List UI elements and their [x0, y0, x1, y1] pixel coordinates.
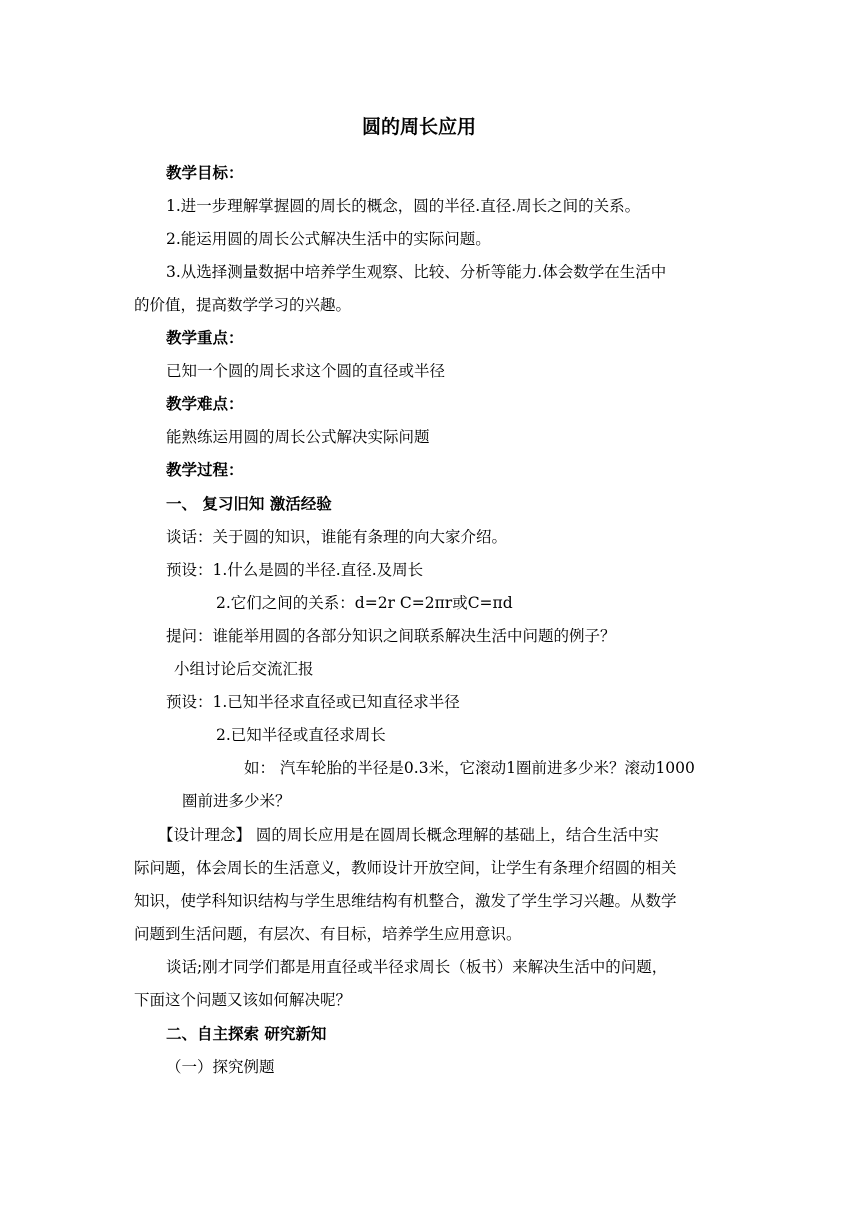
goal-1: 1.进一步理解掌握圆的周长的概念，圆的半径.直径.周长之间的关系。 [166, 197, 641, 215]
process-heading: 教学过程： [166, 461, 244, 479]
goal-2: 2.能运用圆的周长公式解决生活中的实际问题。 [166, 230, 491, 248]
design-concept-line-1: 【设计理念】 圆的周长应用是在圆周长概念理解的基础上，结合生活中实 [158, 826, 659, 844]
talk-2-line-2: 下面这个问题又该如何解决呢？ [134, 991, 352, 1009]
goal-3-line-1: 3.从选择测量数据中培养学生观察、比较、分析等能力.体会数学在生活中 [166, 263, 667, 281]
document-title: 圆的周长应用 [362, 116, 477, 138]
goal-3-line-2: 的价值，提高数学学习的兴趣。 [134, 296, 352, 314]
example-line-1: 如： 汽车轮胎的半径是0.3米，它滚动1圈前进多少米？滚动1000 [244, 759, 695, 777]
preset-1-item-1: 预设：1.什么是圆的半径.直径.及周长 [166, 561, 424, 579]
design-concept-line-4: 问题到生活问题，有层次、有目标，培养学生应用意识。 [134, 925, 522, 943]
subsection-1-heading: （一）探究例题 [166, 1058, 275, 1076]
talk-2-line-1: 谈话;刚才同学们都是用直径或半径求周长（板书）来解决生活中的问题， [166, 958, 668, 976]
difficulties-heading: 教学难点： [166, 395, 244, 413]
group-discussion: 小组讨论后交流汇报 [174, 660, 314, 678]
goals-heading: 教学目标： [166, 164, 244, 182]
preset-1-item-2: 2.它们之间的关系：d=2r C=2πr或C=πd [216, 594, 513, 612]
design-concept-line-3: 知识，使学科知识结构与学生思维结构有机整合，激发了学生学习兴趣。从数学 [134, 892, 677, 910]
difficulties-text: 能熟练运用圆的周长公式解决实际问题 [166, 428, 430, 446]
question: 提问：谁能举用圆的各部分知识之间联系解决生活中问题的例子？ [166, 627, 616, 645]
design-concept-line-2: 际问题，体会周长的生活意义，教师设计开放空间，让学生有条理介绍圆的相关 [134, 859, 677, 877]
key-points-heading: 教学重点： [166, 329, 244, 347]
section-1-heading: 一、 复习旧知 激活经验 [166, 495, 332, 513]
preset-2-item-1: 预设：1.已知半径求直径或已知直径求半径 [166, 693, 460, 711]
key-points-text: 已知一个圆的周长求这个圆的直径或半径 [166, 362, 446, 380]
talk-1: 谈话：关于圆的知识，谁能有条理的向大家介绍。 [166, 528, 508, 546]
preset-2-item-2: 2.已知半径或直径求周长 [216, 726, 386, 744]
section-2-heading: 二、自主探索 研究新知 [166, 1025, 327, 1043]
example-line-2: 圈前进多少米？ [182, 792, 291, 810]
